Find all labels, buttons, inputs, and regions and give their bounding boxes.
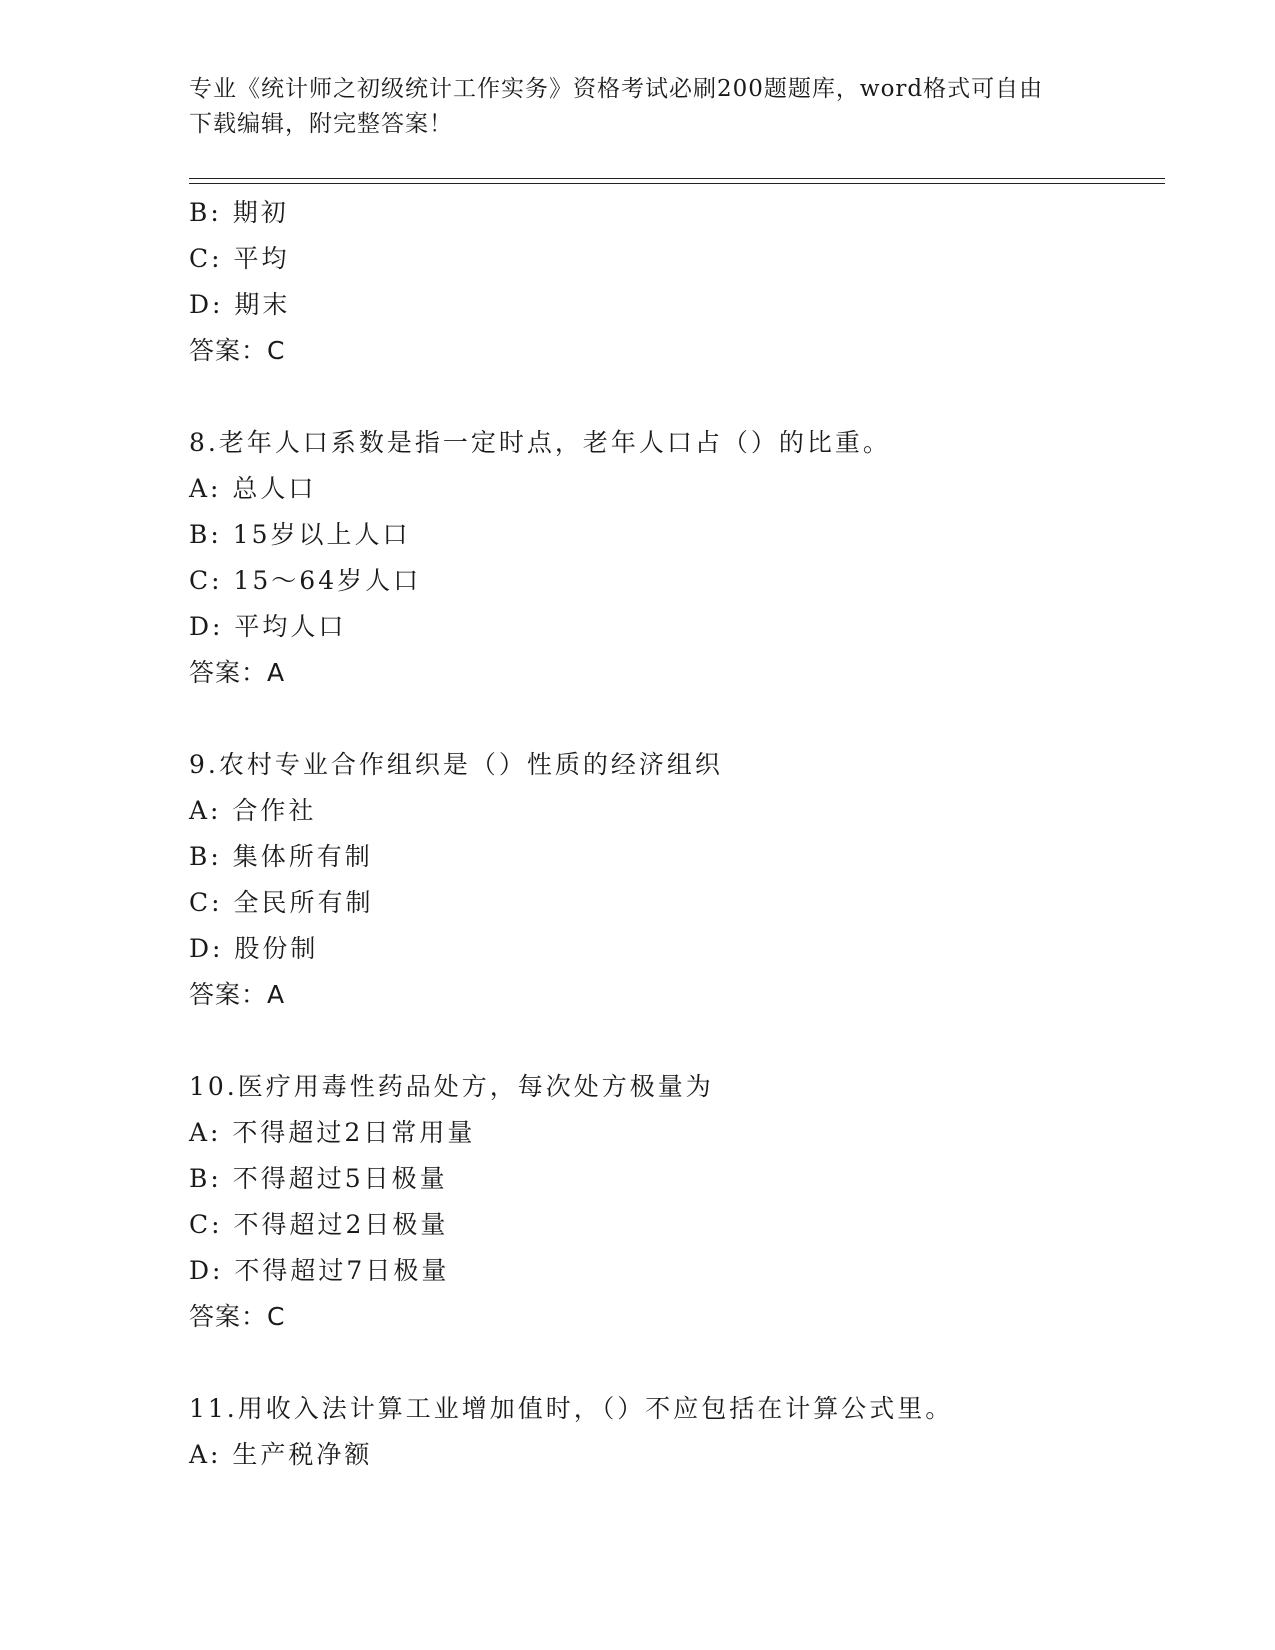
question-block xyxy=(189,742,1165,1018)
question-block xyxy=(189,190,1165,374)
block-spacer xyxy=(189,1340,1165,1386)
question-list xyxy=(189,190,1165,1478)
option-a: A: 生产税净额 xyxy=(189,1440,373,1469)
option-b: B: 15岁以上人口 xyxy=(189,520,411,549)
option-c: C: 全民所有制 xyxy=(189,888,374,917)
question-text: 11.用收入法计算工业增加值时，（）不应包括在计算公式里。 xyxy=(189,1394,954,1423)
header-line-1: 专业《统计师之初级统计工作实务》资格考试必刷200题题库，word格式可自由 xyxy=(189,76,1044,102)
option-c: C: 15～64岁人口 xyxy=(189,566,422,595)
question-text: 9.农村专业合作组织是（）性质的经济组织 xyxy=(189,750,723,779)
option-c: C: 不得超过2日极量 xyxy=(189,1210,449,1239)
header-line-2: 下载编辑，附完整答案！ xyxy=(189,111,453,137)
header-rule-bottom xyxy=(189,183,1165,184)
block-spacer xyxy=(189,374,1165,420)
question-block xyxy=(189,420,1165,696)
option-d: D: 期末 xyxy=(189,290,291,319)
answer: 答案：A xyxy=(189,658,286,687)
answer: 答案：C xyxy=(189,1302,286,1331)
question-block xyxy=(189,1064,1165,1340)
question-text: 8.老年人口系数是指一定时点，老年人口占（）的比重。 xyxy=(189,428,891,457)
option-a: A: 不得超过2日常用量 xyxy=(189,1118,476,1147)
option-d: D: 平均人口 xyxy=(189,612,347,641)
answer: 答案：A xyxy=(189,980,286,1009)
question-text: 10.医疗用毒性药品处方，每次处方极量为 xyxy=(189,1072,714,1101)
option-d: D: 股份制 xyxy=(189,934,319,963)
option-a: A: 合作社 xyxy=(189,796,317,825)
option-b: B: 不得超过5日极量 xyxy=(189,1164,448,1193)
question-block xyxy=(189,1386,1165,1478)
option-b: B: 集体所有制 xyxy=(189,842,373,871)
header-rule-top xyxy=(189,178,1165,179)
block-spacer xyxy=(189,696,1165,742)
option-a: A: 总人口 xyxy=(189,474,317,503)
option-c: C: 平均 xyxy=(189,244,290,273)
option-b: B: 期初 xyxy=(189,198,289,227)
document-header xyxy=(189,72,1089,142)
option-d: D: 不得超过7日极量 xyxy=(189,1256,450,1285)
answer: 答案：C xyxy=(189,336,286,365)
block-spacer xyxy=(189,1018,1165,1064)
